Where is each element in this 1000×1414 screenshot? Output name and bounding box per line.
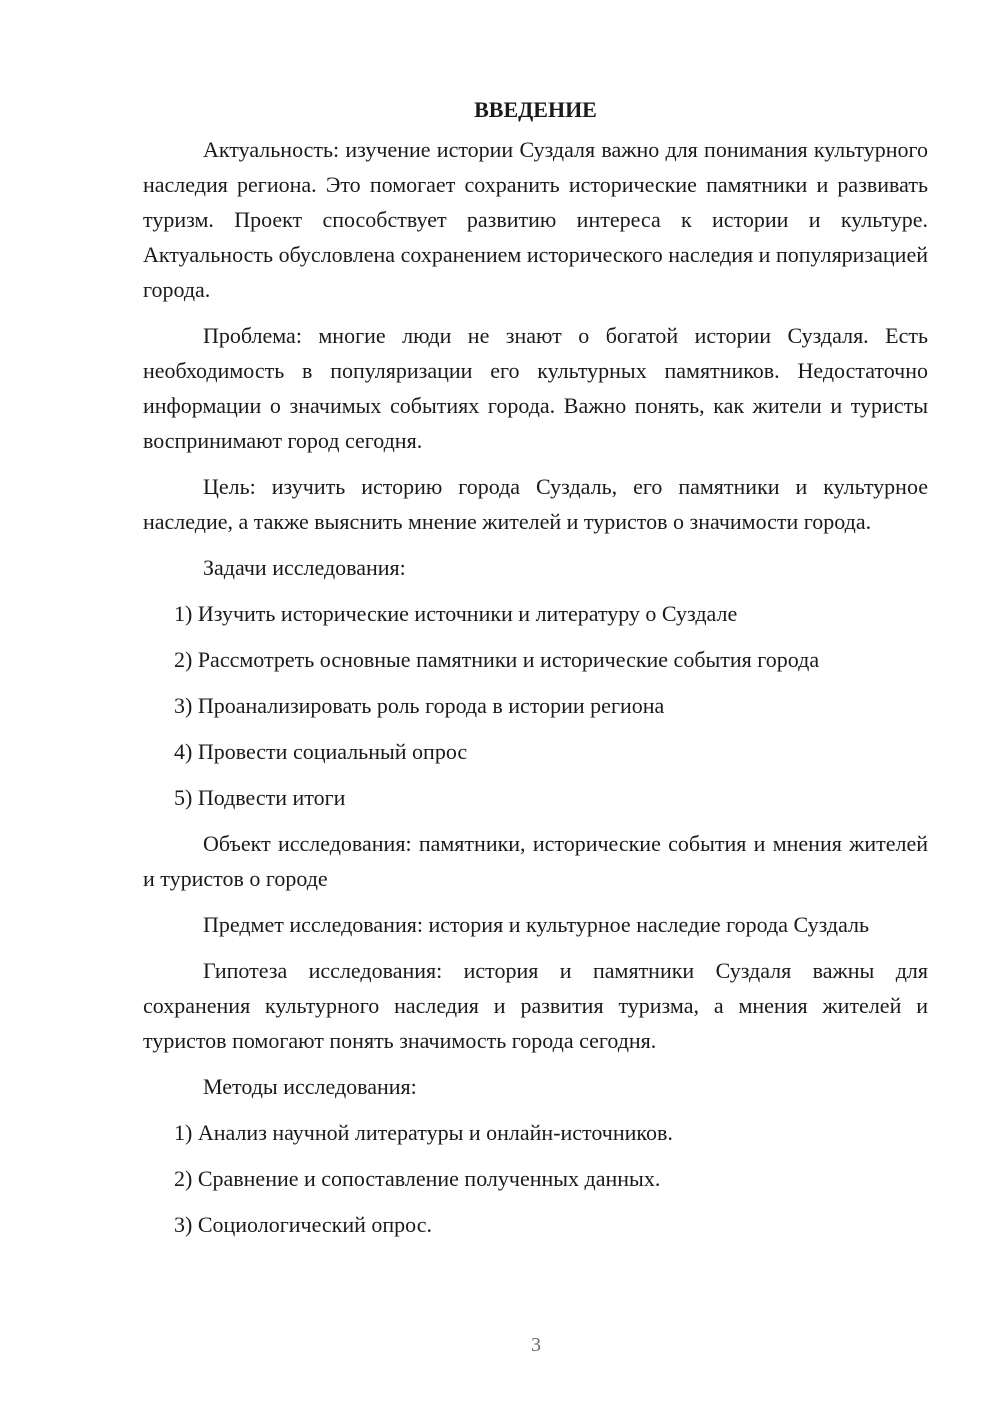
tasks-list [143, 596, 928, 815]
list-item: 2) Рассмотреть основные памятники и исторические события города [174, 647, 820, 672]
problem-paragraph: Проблема: многие люди не знают о богатой истории Суздаля. Есть необходимость в популяризации его культурных памятников. Недостаточно информации о значимых событиях города. Важно понять, как жители и туристы воспринимают город сегодня. [143, 323, 928, 453]
methods-heading: Методы исследования: [203, 1074, 417, 1099]
relevance-paragraph: Актуальность: изучение истории Суздаля важно для понимания культурного наследия региона. Это помогает сохранить исторические памятники и развивать туризм. Проект способствует развитию интереса к истории и культуре. Актуальность обусловлена сохранением исторического наследия и популяризацией города. [143, 137, 928, 302]
list-item: 1) Анализ научной литературы и онлайн-источников. [174, 1120, 673, 1145]
object-paragraph: Объект исследования: памятники, исторические события и мнения жителей и туристов о городе [143, 831, 928, 891]
list-item: 4) Провести социальный опрос [174, 739, 468, 764]
list-item: 3) Социологический опрос. [174, 1212, 432, 1237]
list-item: 5) Подвести итоги [174, 785, 346, 810]
page-number: 3 [531, 1334, 541, 1356]
methods-list [143, 1115, 928, 1242]
list-item: 1) Изучить исторические источники и литературу о Суздале [174, 601, 738, 626]
document-page [143, 92, 928, 1253]
list-item: 3) Проанализировать роль города в истории региона [174, 693, 665, 718]
subject-paragraph: Предмет исследования: история и культурное наследие города Суздаль [203, 912, 870, 937]
goal-paragraph: Цель: изучить историю города Суздаль, его памятники и культурное наследие, а также выяснить мнение жителей и туристов о значимости города. [143, 474, 928, 534]
list-item: 2) Сравнение и сопоставление полученных данных. [174, 1166, 661, 1191]
page-title: ВВЕДЕНИЕ [474, 97, 597, 122]
hypothesis-paragraph: Гипотеза исследования: история и памятники Суздаля важны для сохранения культурного наследия и развития туризма, а мнения жителей и туристов помогают понять значимость города сегодня. [143, 958, 928, 1053]
tasks-heading: Задачи исследования: [203, 555, 406, 580]
